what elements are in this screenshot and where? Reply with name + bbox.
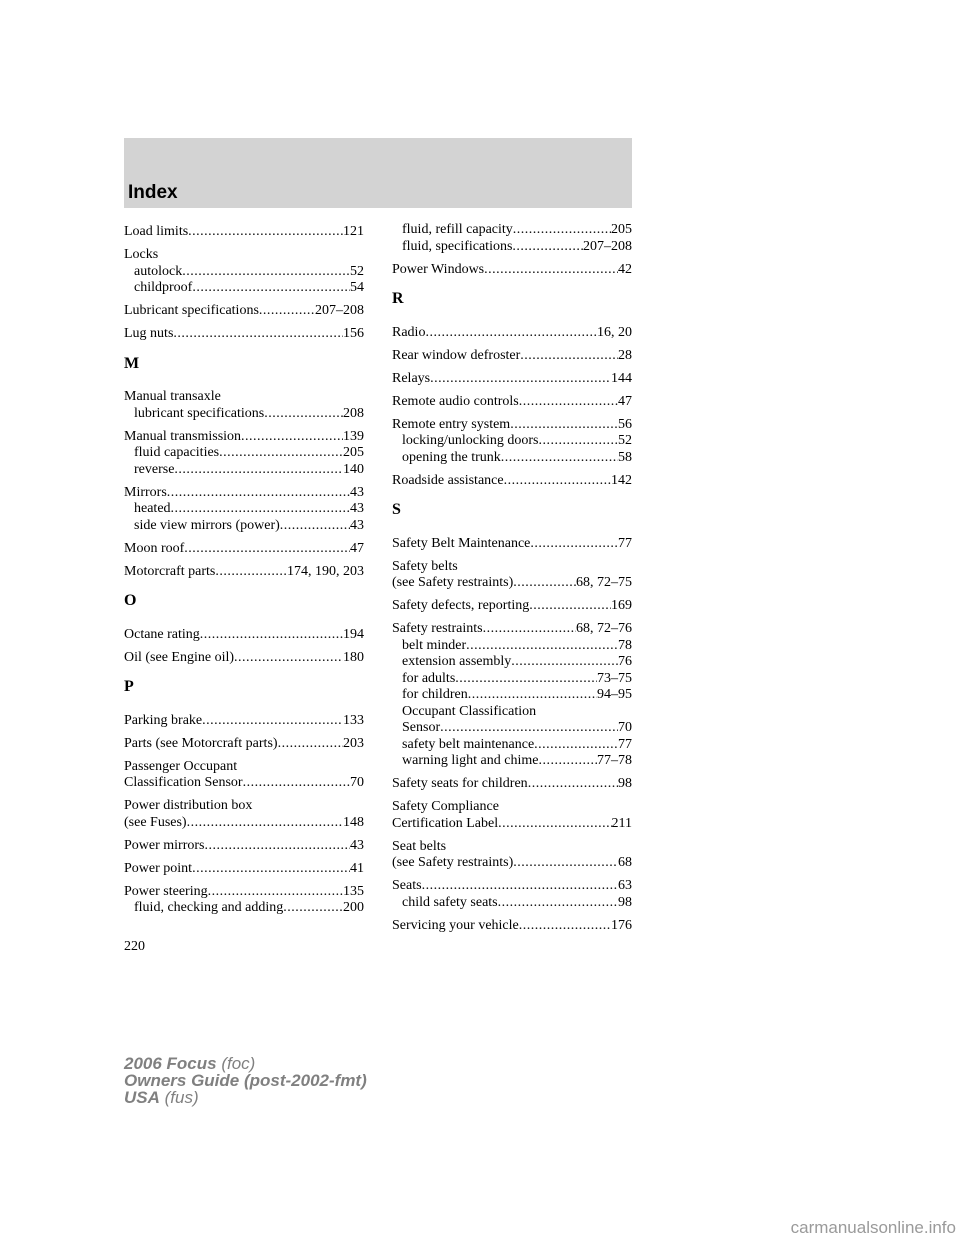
dot-leader <box>534 737 618 754</box>
dot-leader <box>504 473 611 490</box>
entry-page-ref: 63 <box>618 878 632 893</box>
entry-term: Mirrors <box>124 484 167 500</box>
index-subentry-line <box>392 638 632 655</box>
index-entry <box>124 224 364 241</box>
entry-page-ref: 54 <box>350 280 364 295</box>
index-subentry-line <box>124 518 364 535</box>
index-entry-line <box>392 575 632 592</box>
index-entry <box>392 839 632 872</box>
index-entry <box>124 326 364 343</box>
entry-term: safety belt maintenance <box>402 736 535 752</box>
entry-term: locking/unlocking doors <box>402 433 539 448</box>
index-entry-line <box>124 429 364 446</box>
entry-page-ref: 16, 20 <box>597 324 632 340</box>
entry-term: Remote audio controls <box>392 393 519 409</box>
index-entry <box>392 559 632 592</box>
entry-page-ref: 68, 72–75 <box>576 575 632 590</box>
dot-leader <box>513 222 611 239</box>
entry-page-ref: 43 <box>350 837 364 853</box>
entry-page-ref: 76 <box>618 654 632 669</box>
footer-model: 2006 Focus <box>124 1054 217 1073</box>
entry-term: Manual transaxle <box>124 389 221 404</box>
entry-term: Power Windows <box>392 261 485 277</box>
dot-leader <box>219 445 343 462</box>
index-entry-line <box>392 417 632 434</box>
index-section-letter: R <box>392 290 404 307</box>
entry-term: Relays <box>392 370 431 386</box>
index-entry-line <box>392 536 632 553</box>
index-entry-line <box>392 878 632 895</box>
dot-leader <box>498 895 618 912</box>
index-entry <box>392 325 632 342</box>
entry-term: Power mirrors <box>124 837 205 853</box>
dot-leader <box>278 736 343 753</box>
entry-page-ref: 56 <box>618 416 632 432</box>
index-subentry-line <box>392 671 632 688</box>
index-entry-line <box>124 798 364 815</box>
index-entry <box>392 621 632 770</box>
dot-leader <box>259 303 315 320</box>
dot-leader <box>184 541 350 558</box>
index-entry-line <box>124 303 364 320</box>
index-entry <box>392 371 632 388</box>
dot-leader <box>529 598 611 615</box>
entry-term: Roadside assistance <box>392 472 504 488</box>
entry-term: (see Safety restraints) <box>392 855 514 870</box>
index-entry <box>392 473 632 490</box>
index-entry <box>124 861 364 878</box>
index-entry-line <box>124 736 364 753</box>
footer-market: USA <box>124 1088 160 1107</box>
entry-term: for adults <box>402 670 456 686</box>
index-entry-line <box>392 473 632 490</box>
dot-leader <box>510 417 618 434</box>
entry-page-ref: 98 <box>618 894 632 910</box>
entry-term: Parts (see Motorcraft parts) <box>124 735 278 751</box>
entry-page-ref: 211 <box>611 815 632 831</box>
index-entry <box>124 429 364 479</box>
entry-term: Seat belts <box>392 838 447 854</box>
entry-page-ref: 208 <box>343 405 364 421</box>
entry-page-ref: 121 <box>343 224 364 239</box>
entry-term: Lubricant specifications <box>124 303 259 318</box>
entry-term: Moon roof <box>124 540 185 556</box>
entry-term: Safety Belt Maintenance <box>392 535 531 551</box>
index-entry <box>124 541 364 558</box>
entry-term: heated <box>134 501 171 516</box>
index-entry-line <box>124 389 364 406</box>
dot-leader <box>512 239 583 256</box>
index-column-right <box>392 222 632 941</box>
watermark: carmanualsonline.info <box>790 1218 956 1237</box>
index-entry-line <box>124 815 364 832</box>
dot-leader <box>171 501 350 518</box>
index-subentry-line <box>124 280 364 297</box>
index-entry-line <box>124 838 364 855</box>
index-header-band <box>124 138 632 208</box>
index-entry <box>392 222 632 255</box>
entry-page-ref: 78 <box>618 637 632 653</box>
index-entry-line <box>392 325 632 342</box>
dot-leader <box>466 638 618 655</box>
document-footer <box>124 1055 367 1106</box>
index-entry-line <box>392 621 632 638</box>
footer-market-code: (fus) <box>164 1088 199 1107</box>
index-subentry-line <box>124 406 364 423</box>
index-subentry-line <box>124 462 364 479</box>
entry-page-ref: 156 <box>343 326 364 341</box>
index-entry-line <box>124 326 364 343</box>
entry-term: extension assembly <box>402 654 512 669</box>
entry-term: (see Fuses) <box>124 814 187 830</box>
entry-page-ref: 139 <box>343 428 364 444</box>
entry-term: Parking brake <box>124 712 203 728</box>
entry-page-ref: 41 <box>350 860 364 876</box>
footer-guide: Owners Guide (post-2002-fmt) <box>124 1071 367 1090</box>
entry-term: reverse <box>134 461 175 477</box>
index-entry <box>392 799 632 832</box>
entry-term: Safety Compliance <box>392 799 499 814</box>
entry-term: Passenger Occupant <box>124 758 238 774</box>
entry-term: Rear window defroster <box>392 347 521 363</box>
entry-page-ref: 94–95 <box>597 687 632 702</box>
dot-leader <box>192 280 350 297</box>
index-entry <box>392 348 632 365</box>
entry-term: Octane rating <box>124 626 200 642</box>
index-subentry-line <box>124 445 364 462</box>
entry-page-ref: 43 <box>350 517 364 533</box>
index-subentry-line <box>392 239 632 256</box>
entry-page-ref: 174, 190, 203 <box>287 563 364 579</box>
entry-page-ref: 194 <box>343 626 364 642</box>
entry-page-ref: 28 <box>618 347 632 363</box>
entry-term: Occupant Classification <box>402 703 537 719</box>
index-subentry-line <box>392 895 632 912</box>
dot-leader <box>234 650 343 667</box>
entry-page-ref: 73–75 <box>597 670 632 686</box>
index-subentry-line <box>124 501 364 518</box>
index-entry <box>124 564 364 581</box>
index-entry <box>392 417 632 467</box>
entry-term: childproof <box>134 280 193 295</box>
index-entry <box>124 736 364 753</box>
page-title: Index <box>128 182 178 203</box>
dot-leader <box>520 348 618 365</box>
entry-page-ref: 142 <box>611 472 632 488</box>
index-entry <box>124 713 364 730</box>
dot-leader <box>241 429 343 446</box>
index-entry-line <box>124 713 364 730</box>
entry-term: Power point <box>124 860 193 876</box>
dot-leader <box>511 654 618 671</box>
entry-term: warning light and chime <box>402 753 539 768</box>
dot-leader <box>513 575 576 592</box>
index-entry-line <box>124 247 364 264</box>
index-entry-line <box>392 598 632 615</box>
entry-term: for children <box>402 687 468 702</box>
entry-term: Power steering <box>124 883 208 899</box>
index-entry-line <box>124 224 364 241</box>
entry-term: Power distribution box <box>124 798 253 813</box>
dot-leader <box>187 815 343 832</box>
entry-page-ref: 58 <box>618 449 632 465</box>
dot-leader <box>425 325 597 342</box>
dot-leader <box>430 371 611 388</box>
dot-leader <box>205 838 351 855</box>
index-entry <box>124 798 364 831</box>
entry-page-ref: 52 <box>350 263 364 279</box>
entry-term: Remote entry system <box>392 416 511 432</box>
index-entry-line <box>124 541 364 558</box>
entry-term: Load limits <box>124 224 189 239</box>
entry-term: Safety restraints <box>392 621 483 636</box>
entry-term: Manual transmission <box>124 428 242 444</box>
index-entry-line <box>392 839 632 856</box>
entry-page-ref: 43 <box>350 501 364 516</box>
entry-page-ref: 70 <box>350 775 364 790</box>
entry-page-ref: 77–78 <box>597 753 632 768</box>
index-subentry-line <box>392 654 632 671</box>
dot-leader <box>264 406 343 423</box>
entry-page-ref: 77 <box>618 535 632 551</box>
index-entry-line <box>392 559 632 576</box>
index-entry-line <box>392 816 632 833</box>
entry-term: child safety seats <box>402 894 498 910</box>
entry-page-ref: 42 <box>618 261 632 277</box>
dot-leader <box>501 450 618 467</box>
index-entry <box>392 262 632 279</box>
index-section-letter: O <box>124 592 137 609</box>
index-entry-line <box>124 775 364 792</box>
entry-term: (see Safety restraints) <box>392 575 514 590</box>
index-entry <box>124 759 364 792</box>
dot-leader <box>215 564 287 581</box>
index-entry-line <box>124 650 364 667</box>
index-entry <box>392 878 632 911</box>
entry-page-ref: 43 <box>350 484 364 500</box>
dot-leader <box>440 720 618 737</box>
index-entry-line <box>392 371 632 388</box>
index-entry <box>124 650 364 667</box>
entry-page-ref: 205 <box>611 222 632 237</box>
index-entry-line <box>124 861 364 878</box>
index-entry <box>124 303 364 320</box>
entry-term: autolock <box>134 263 183 279</box>
dot-leader <box>455 671 597 688</box>
entry-page-ref: 205 <box>343 445 364 460</box>
entry-term: Safety defects, reporting <box>392 598 530 613</box>
entry-page-ref: 133 <box>343 712 364 728</box>
index-entry <box>124 838 364 855</box>
dot-leader <box>200 627 343 644</box>
index-column-left <box>124 224 364 923</box>
entry-term: Oil (see Engine oil) <box>124 649 235 665</box>
entry-page-ref: 207–208 <box>315 303 364 318</box>
dot-leader <box>243 775 350 792</box>
index-subentry-line <box>124 900 364 917</box>
index-entry <box>124 627 364 644</box>
entry-term: Certification Label <box>392 815 499 831</box>
dot-leader <box>283 900 343 917</box>
index-entry <box>124 247 364 297</box>
entry-page-ref: 47 <box>350 540 364 556</box>
entry-term: Safety belts <box>392 558 458 574</box>
index-subentry-line <box>124 264 364 281</box>
entry-page-ref: 52 <box>618 433 632 448</box>
entry-page-ref: 68 <box>618 855 632 870</box>
index-entry <box>392 918 632 935</box>
dot-leader <box>519 394 618 411</box>
index-subentry-line <box>392 433 632 450</box>
dot-leader <box>192 861 350 878</box>
entry-page-ref: 68, 72–76 <box>576 621 632 636</box>
index-entry-line <box>392 262 632 279</box>
dot-leader <box>539 433 619 450</box>
dot-leader <box>538 753 597 770</box>
index-entry-line <box>124 884 364 901</box>
dot-leader <box>174 462 343 479</box>
index-entry-line <box>392 348 632 365</box>
entry-term: Servicing your vehicle <box>392 917 519 933</box>
dot-leader <box>513 855 618 872</box>
entry-term: Sensor <box>402 720 441 735</box>
index-subentry-line <box>392 737 632 754</box>
index-entry <box>124 485 364 535</box>
entry-term: Lug nuts <box>124 326 174 341</box>
index-subentry-line <box>392 704 632 721</box>
index-entry-line <box>392 394 632 411</box>
page-number: 220 <box>124 939 145 954</box>
dot-leader <box>468 687 597 704</box>
dot-leader <box>530 536 618 553</box>
entry-term: Locks <box>124 247 159 262</box>
index-entry-line <box>124 485 364 502</box>
dot-leader <box>202 713 343 730</box>
dot-leader <box>528 776 618 793</box>
entry-page-ref: 135 <box>343 883 364 899</box>
entry-term: fluid, refill capacity <box>402 222 513 237</box>
entry-term: opening the trunk <box>402 449 501 465</box>
entry-term: Seats <box>392 878 422 893</box>
index-entry <box>392 394 632 411</box>
entry-page-ref: 207–208 <box>583 238 632 254</box>
entry-term: fluid, checking and adding <box>134 900 284 915</box>
entry-page-ref: 169 <box>611 598 632 613</box>
entry-term: Motorcraft parts <box>124 563 216 579</box>
entry-term: Safety seats for children <box>392 776 528 791</box>
entry-page-ref: 180 <box>343 649 364 665</box>
dot-leader <box>519 918 611 935</box>
index-entry-line <box>124 759 364 776</box>
entry-page-ref: 203 <box>343 735 364 751</box>
index-section-letter: M <box>124 354 140 372</box>
index-entry <box>392 536 632 553</box>
entry-page-ref: 200 <box>343 900 364 915</box>
dot-leader <box>484 262 618 279</box>
entry-page-ref: 144 <box>611 370 632 386</box>
dot-leader <box>280 518 350 535</box>
entry-term: lubricant specifications <box>134 405 265 421</box>
index-entry <box>392 776 632 793</box>
index-entry <box>124 389 364 422</box>
entry-page-ref: 140 <box>343 461 364 477</box>
entry-page-ref: 70 <box>618 720 632 735</box>
index-entry-line <box>124 627 364 644</box>
entry-term: fluid, specifications <box>402 238 513 254</box>
dot-leader <box>173 326 343 343</box>
index-entry-line <box>392 776 632 793</box>
index-entry-line <box>392 799 632 816</box>
entry-page-ref: 148 <box>343 814 364 830</box>
index-subentry-line <box>392 222 632 239</box>
entry-term: Radio <box>392 324 426 340</box>
entry-page-ref: 176 <box>611 917 632 933</box>
index-entry-line <box>124 564 364 581</box>
index-section-letter: S <box>392 501 401 518</box>
dot-leader <box>188 224 343 241</box>
index-subentry-line <box>392 720 632 737</box>
index-section-letter: P <box>124 678 134 695</box>
entry-page-ref: 77 <box>618 736 632 752</box>
index-subentry-line <box>392 450 632 467</box>
entry-term: belt minder <box>402 637 467 653</box>
footer-model-code: (foc) <box>221 1054 256 1073</box>
entry-page-ref: 47 <box>618 393 632 409</box>
index-entry <box>124 884 364 917</box>
dot-leader <box>498 816 611 833</box>
index-entry-line <box>392 918 632 935</box>
index-subentry-line <box>392 753 632 770</box>
entry-term: Classification Sensor <box>124 775 243 790</box>
dot-leader <box>208 884 343 901</box>
entry-page-ref: 98 <box>618 776 632 791</box>
entry-term: fluid capacities <box>134 445 220 460</box>
index-subentry-line <box>392 687 632 704</box>
dot-leader <box>182 264 350 281</box>
dot-leader <box>422 878 618 895</box>
index-entry <box>392 598 632 615</box>
entry-term: side view mirrors (power) <box>134 517 280 533</box>
dot-leader <box>483 621 576 638</box>
dot-leader <box>167 485 350 502</box>
index-entry-line <box>392 855 632 872</box>
